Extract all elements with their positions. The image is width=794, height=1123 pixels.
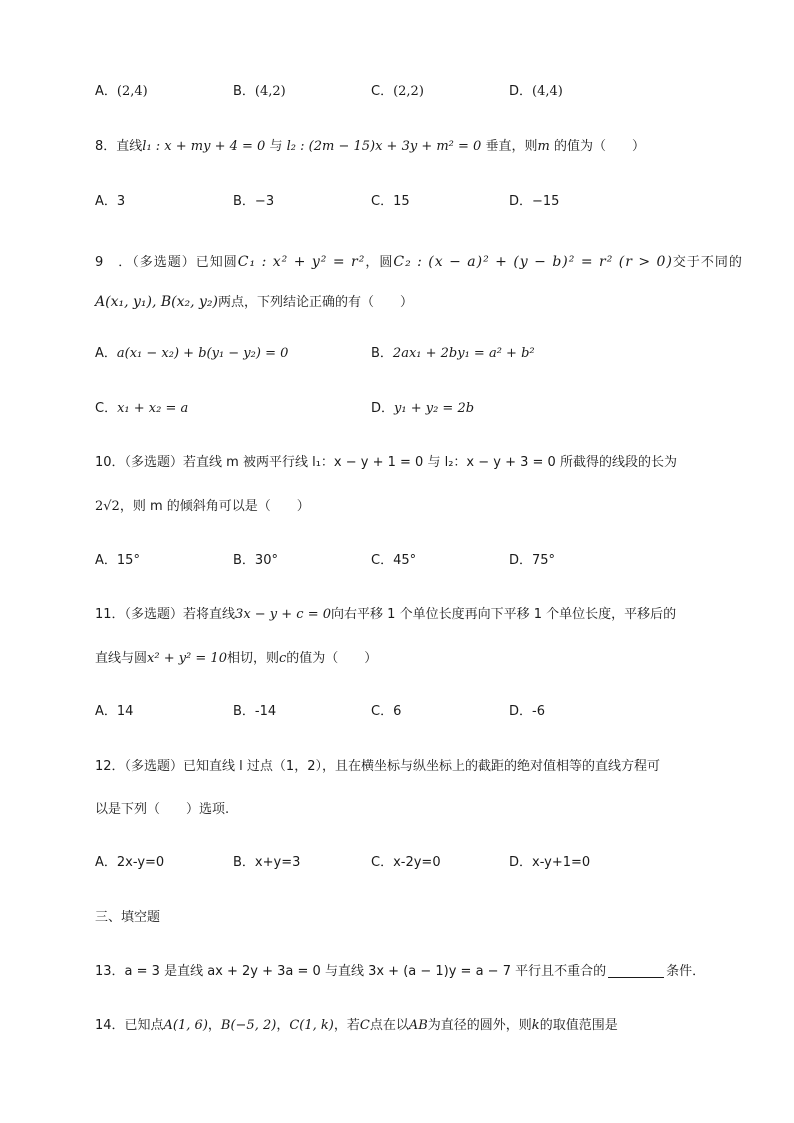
q7-option-b: B．(4,2) [233,84,286,99]
q12-option-c: C．x-2y=0 [371,855,441,870]
q12-stem-line2: 以是下列（ ）选项. [95,802,230,817]
q8-option-b: B．−3 [233,194,275,209]
q7-option-a: A．(2,4) [95,84,148,99]
q9-option-d: D．y₁ + y₂ = 2b [371,401,475,416]
q14-stem: 14．已知点A(1, 6)，B(−5, 2)，C(1, k)，若C点在以AB为直径的圆外，则k的取值范围是 [95,1018,618,1033]
q12-option-b: B．x+y=3 [233,855,301,870]
q9-option-b: B．2ax₁ + 2by₁ = a² + b² [371,346,535,361]
q12-option-a: A．2x-y=0 [95,855,165,870]
q11-option-c: C．6 [371,704,402,719]
q9-stem-line2: A(x₁, y₁), B(x₂, y₂)两点，下列结论正确的有（ ） [95,294,414,310]
q13-stem: 13．a = 3 是直线 ax + 2y + 3a = 0 与直线 3x + (a − 1)y = a − 7 平行且不重合的 条件． [95,964,706,979]
q7-option-d: D．(4,4) [509,84,563,99]
q8-stem: 8．直线l₁ : x + my + 4 = 0 与 l₂ : (2m − 15)x + 3y + m² = 0 垂直，则m 的值为（ ） [95,139,645,154]
q9-option-a: A．a(x₁ − x₂) + b(y₁ − y₂) = 0 [95,346,289,361]
q11-stem-line1: 11．（多选题）若将直线3x − y + c = 0向右平移 1 个单位长度再向下平移 1 个单位长度，平移后的 [95,607,677,622]
q11-option-b: B．-14 [233,704,277,719]
q11-option-a: A．14 [95,704,134,719]
q8-option-c: C．15 [371,194,410,209]
q8-option-a: A．3 [95,194,126,209]
q7-option-c: C．(2,2) [371,84,424,99]
q12-option-d: D．x-y+1=0 [509,855,591,870]
q13-answer-blank[interactable] [608,977,664,978]
section-heading-fill-in: 三、填空题 [95,910,161,925]
q10-stem-line1: 10．（多选题）若直线 m 被两平行线 l₁：x − y + 1 = 0 与 l₂：x − y + 3 = 0 所截得的线段的长为 [95,455,677,470]
q10-option-a: A．15° [95,553,140,568]
q10-option-d: D．75° [509,553,556,568]
q8-option-d: D．−15 [509,194,560,209]
q10-option-c: C．45° [371,553,417,568]
q11-option-d: D．-6 [509,704,545,719]
q9-option-c: C．x₁ + x₂ = a [95,401,189,416]
q9-stem-line1: 9 ．（多选题）已知圆C₁ : x² + y² = r²，圆C₂ : (x − a)² + (y − b)² = r² (r > 0)交于不同的 [95,254,743,270]
q12-stem-line1: 12．（多选题）已知直线 l 过点（1，2），且在横坐标与纵坐标上的截距的绝对值相等的直线方程可 [95,759,660,774]
q10-option-b: B．30° [233,553,278,568]
q11-stem-line2: 直线与圆x² + y² = 10相切，则c的值为（ ） [95,651,378,666]
q10-stem-line2: 2√2，则 m 的倾斜角可以是（ ） [95,499,310,514]
